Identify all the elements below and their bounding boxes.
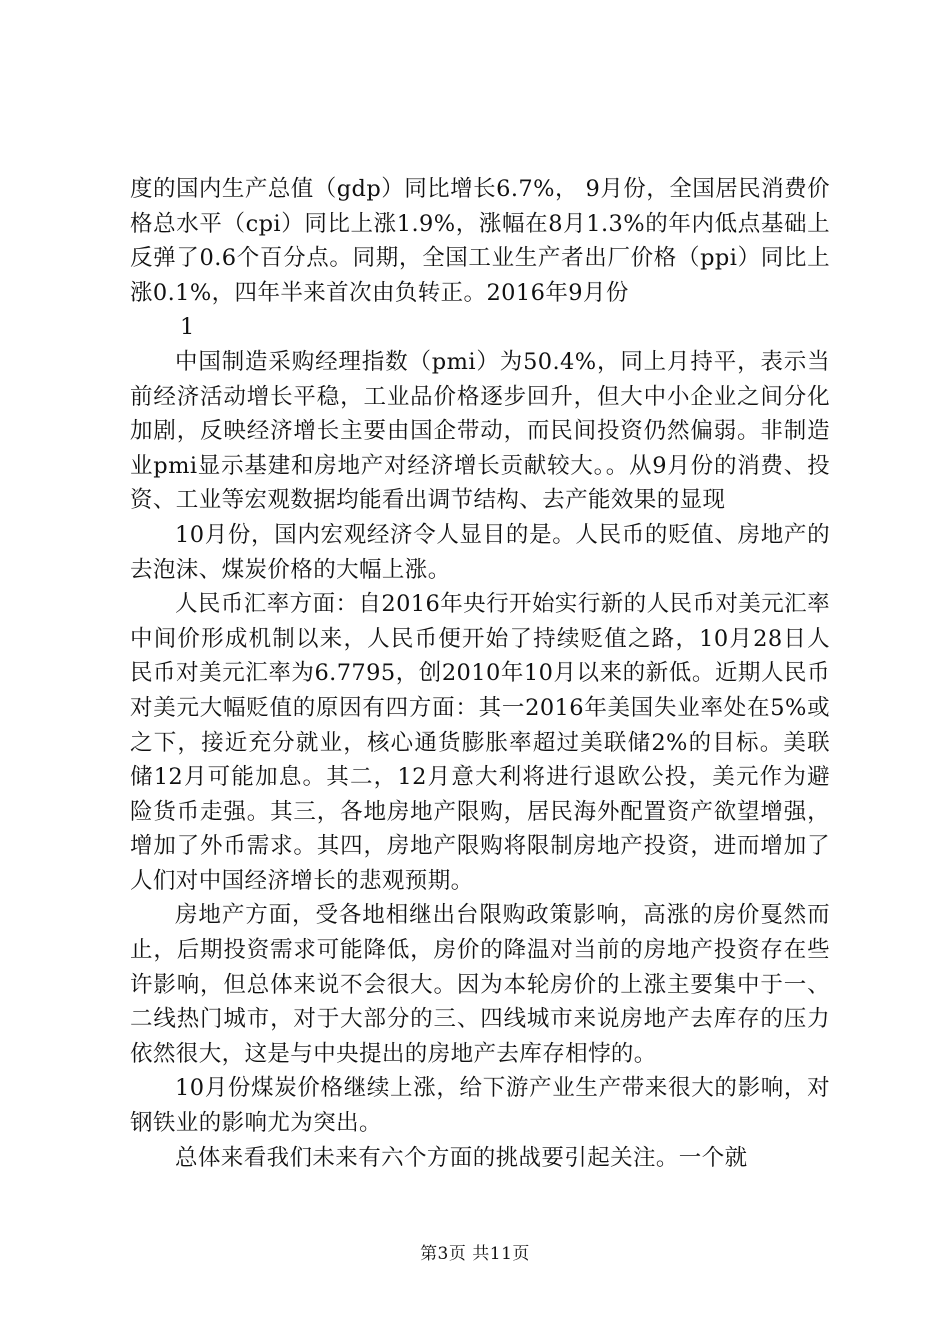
inline-page-marker: 1 [180, 314, 195, 341]
paragraph-real-estate: 房地产方面，受各地相继出台限购政策影响，高涨的房价戛然而止，后期投资需求可能降低，房价的降温对当前的房地产投资存在些许影响，但总体来说不会很大。因为本轮房价的上涨主要集中于一、二线热门城市，对于大部分的三、四线城市来说房地产去库存的压力依然很大，这是与中央提出的房地产去库存相悖的。 [130, 902, 830, 1067]
paragraph-challenges: 总体来看我们未来有六个方面的挑战要引起关注。一个就 [175, 1144, 748, 1171]
paragraph-rmb-exchange-rate: 人民币汇率方面：自2016年央行开始实行新的人民币对美元汇率中间价形成机制以来，人民币便开始了持续贬值之路，10月28日人民币对美元汇率为6.7795，创2010年10月以来的新低。近期人民币对美元大幅贬值的原因有四方面：其一2016年美国失业率处在5%或之下，接近充分就业，核心通货膨胀率超过美联储2%的目标。美联储12月可能加息。其二，12月意大利将进行退欧公投，美元作为避险货币走强。其三，各地房地产限购，居民海外配置资产欲望增强，增加了外币需求。其四，房地产限购将限制房地产投资，进而增加了人们对中国经济增长的悲观预期。 [130, 591, 830, 894]
paragraph-october-overview: 10月份，国内宏观经济令人显目的是。人民币的贬值、房地产的去泡沫、煤炭价格的大幅上涨。 [130, 521, 830, 583]
paragraph-gdp-cpi-ppi: 度的国内生产总值（gdp）同比增长6.7%， 9月份，全国居民消费价格总水平（cpi）同比上涨1.9%，涨幅在8月1.3%的年内低点基础上反弹了0.6个百分点。同期，全国工业生产者出厂价格（ppi）同比上涨0.1%，四年半来首次由负转正。2016年9月份 [130, 176, 830, 306]
paragraph-coal-prices: 10月份煤炭价格继续上涨，给下游产业生产带来很大的影响，对钢铁业的影响尤为突出。 [130, 1075, 830, 1137]
paragraph-pmi: 中国制造采购经理指数（pmi）为50.4%，同上月持平，表示当前经济活动增长平稳，工业品价格逐步回升，但大中小企业之间分化加剧，反映经济增长主要由国企带动，而民间投资仍然偏弱。非制造业pmi显示基建和房地产对经济增长贡献较大。。从9月份的消费、投资、工业等宏观数据均能看出调节结构、去产能效果的显现 [130, 348, 830, 514]
document-body [130, 172, 830, 1175]
page-number-label: 第3页 共11页 [420, 1244, 530, 1264]
page-footer [0, 1243, 950, 1265]
